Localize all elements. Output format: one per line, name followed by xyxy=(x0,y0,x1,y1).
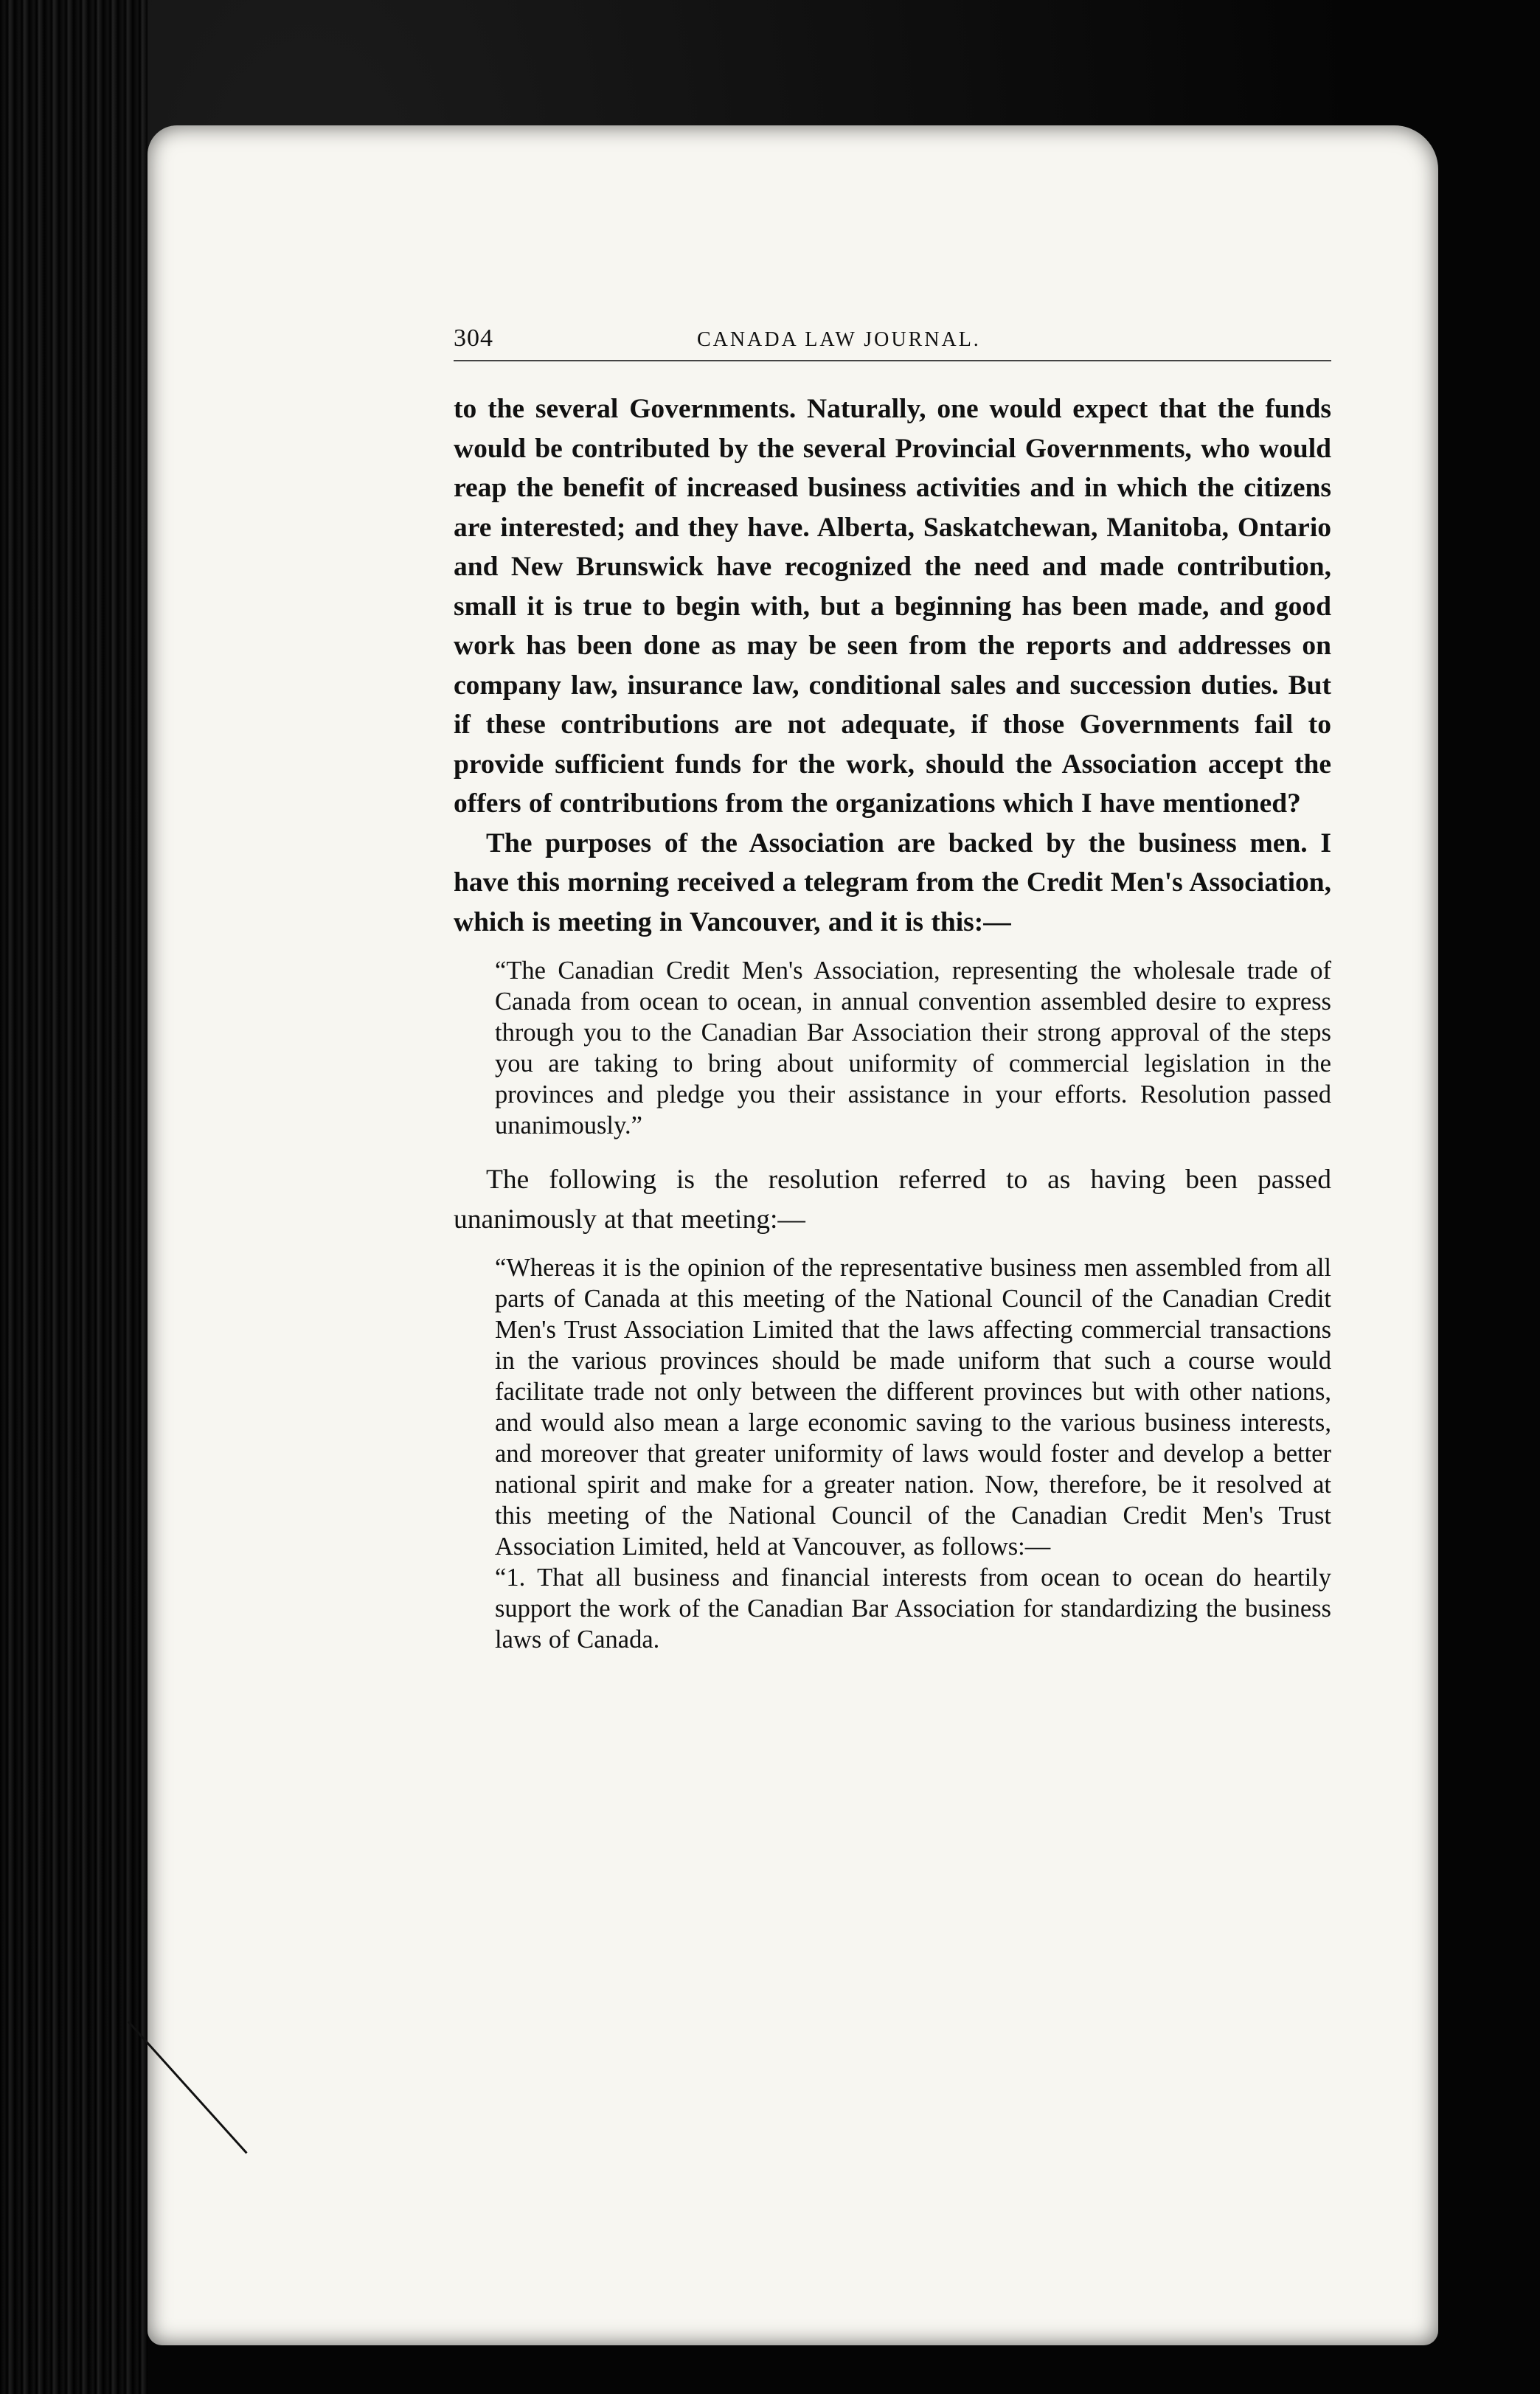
resolution-quote xyxy=(495,1252,1331,1655)
document-page xyxy=(454,325,1331,1674)
scan-left-edge xyxy=(0,0,148,2394)
telegram-quote xyxy=(495,955,1331,1141)
resolution-preamble: “Whereas it is the opinion of the representative business men assembled from all parts of Canada at this meeting of the National Council of the Canadian Credit Men's Trust Association Limited that the laws affecting commercial transactions in the various provinces should be made uniform that such a course would facilitate trade not only between the different provinces but with other nations, and would also mean a large economic saving to the various business interests, and moreover that greater uniformity of laws would foster and develop a better national spirit and make for a greater nation. Now, therefore, be it resolved at this meeting of the National Council of the Canadian Credit Men's Trust Association Limited, held at Vancouver, as follows:— xyxy=(495,1254,1331,1561)
paragraph-1: to the several Governments. Naturally, one would expect that the funds would be contributed by the several Provincial Governments, who would reap the benefit of increased business activities and in which the citizens are interested; and they have. Alberta, Saskatchewan, Manitoba, Ontario and New Brunswick have recognized the need and made contribution, small it is true to begin with, but a beginning has been made, and good work has been done as may be seen from the reports and addresses on company law, insurance law, conditional sales and succession duties. But if these contributions are not adequate, if those Governments fail to provide sufficient funds for the work, should the Association accept the offers of contributions from the organizations which I have mentioned? xyxy=(454,394,1331,819)
page-number: 304 xyxy=(454,325,493,352)
body-text xyxy=(454,389,1331,1655)
paragraph-2: The purposes of the Association are backed by the business men. I have this morning received a telegram from the Credit Men's Association, which is meeting in Vancouver, and it is this:— xyxy=(454,828,1331,937)
running-head xyxy=(454,325,1331,361)
resolution-item-1: “1. That all business and financial interests from ocean to ocean do heartily support the work of the Canadian Bar Association for standardizing the business laws of Canada. xyxy=(495,1564,1331,1654)
paragraph-3: The following is the resolution referred to as having been passed unanimously at that meeting:— xyxy=(454,1165,1331,1235)
telegram-quote-text: “The Canadian Credit Men's Association, representing the wholesale trade of Canada from ocean to ocean, in annual convention assembled desire to express through you to the Canadian Bar Association their strong approval of the steps you are taking to bring about uniformity of commercial legislation in the provinces and pledge you their assistance in your efforts. Resolution passed unanimously.” xyxy=(495,957,1331,1139)
journal-title: CANADA LAW JOURNAL. xyxy=(697,328,981,351)
